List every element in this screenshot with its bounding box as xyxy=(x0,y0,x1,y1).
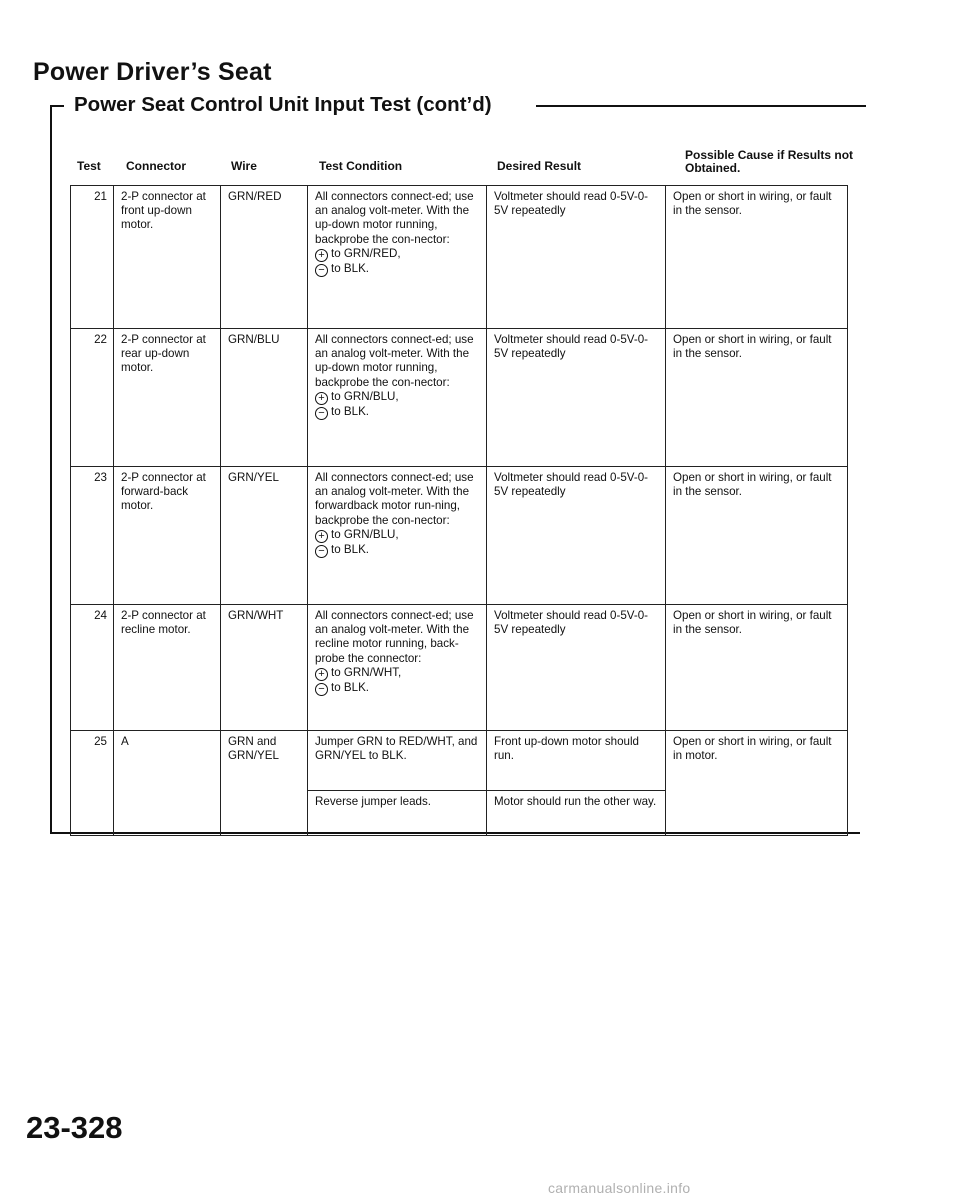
test-number: 21 xyxy=(71,186,114,329)
condition-cell xyxy=(308,467,487,605)
test-number: 24 xyxy=(71,605,114,731)
minus-circle-icon: − xyxy=(315,407,328,420)
plus-circle-icon: + xyxy=(315,668,328,681)
page-number: 23-328 xyxy=(26,1110,123,1145)
negative-probe-text: to BLK. xyxy=(331,261,370,275)
result-cell: Motor should run the other way. xyxy=(487,791,666,836)
condition-cell xyxy=(308,605,487,731)
header-desired-result: Desired Result xyxy=(497,159,582,173)
condition-text: All connectors connect-ed; use an analog volt-meter. With the recline motor running, back-probe the connector: xyxy=(315,609,474,665)
connector-cell: 2-P connector at recline motor. xyxy=(114,605,221,731)
negative-probe-text: to BLK. xyxy=(331,404,370,418)
plus-circle-icon: + xyxy=(315,392,328,405)
minus-circle-icon: − xyxy=(315,545,328,558)
table-row xyxy=(71,731,848,791)
connector-cell: 2-P connector at rear up-down motor. xyxy=(114,329,221,467)
wire-cell: GRN/RED xyxy=(221,186,308,329)
result-cell: Front up-down motor should run. xyxy=(487,731,666,791)
cause-cell: Open or short in wiring, or fault in the sensor. xyxy=(666,605,848,731)
connector-cell: 2-P connector at forward-back motor. xyxy=(114,467,221,605)
negative-probe xyxy=(315,543,480,558)
condition-text: All connectors connect-ed; use an analog volt-meter. With the forwardback motor run-ning, backprobe the con-nector: xyxy=(315,471,474,527)
result-cell: Voltmeter should read 0-5V-0-5V repeatedly xyxy=(487,186,666,329)
table-row xyxy=(71,329,848,467)
positive-probe-text: to GRN/WHT, xyxy=(331,665,402,679)
cause-cell: Open or short in wiring, or fault in motor. xyxy=(666,731,848,836)
watermark: carmanualsonline.info xyxy=(548,1180,691,1196)
section-rule-right xyxy=(536,105,866,107)
positive-probe-text: to GRN/BLU, xyxy=(331,389,399,403)
positive-probe xyxy=(315,666,480,681)
cause-cell: Open or short in wiring, or fault in the sensor. xyxy=(666,329,848,467)
positive-probe xyxy=(315,390,480,405)
cause-cell: Open or short in wiring, or fault in the sensor. xyxy=(666,186,848,329)
section-rule-left xyxy=(50,105,64,107)
test-number: 25 xyxy=(71,731,114,836)
negative-probe xyxy=(315,681,480,696)
wire-cell: GRN/BLU xyxy=(221,329,308,467)
table-row xyxy=(71,186,848,329)
condition-cell xyxy=(308,329,487,467)
positive-probe xyxy=(315,528,480,543)
cause-cell: Open or short in wiring, or fault in the sensor. xyxy=(666,467,848,605)
header-test-condition: Test Condition xyxy=(319,159,403,173)
test-number: 22 xyxy=(71,329,114,467)
table-row xyxy=(71,467,848,605)
condition-cell xyxy=(308,186,487,329)
header-possible-cause: Possible Cause if Results not Obtained. xyxy=(685,148,854,175)
table-row xyxy=(71,605,848,731)
section-frame-left xyxy=(50,105,52,832)
condition-cell: Reverse jumper leads. xyxy=(308,791,487,836)
result-cell: Voltmeter should read 0-5V-0-5V repeatedly xyxy=(487,605,666,731)
header-connector: Connector xyxy=(126,159,186,173)
test-table xyxy=(70,185,848,836)
result-cell: Voltmeter should read 0-5V-0-5V repeatedly xyxy=(487,467,666,605)
minus-circle-icon: − xyxy=(315,683,328,696)
result-cell: Voltmeter should read 0-5V-0-5V repeatedly xyxy=(487,329,666,467)
negative-probe xyxy=(315,405,480,420)
plus-circle-icon: + xyxy=(315,530,328,543)
wire-cell: GRN and GRN/YEL xyxy=(221,731,308,836)
condition-cell: Jumper GRN to RED/WHT, and GRN/YEL to BLK. xyxy=(308,731,487,791)
positive-probe xyxy=(315,247,480,262)
wire-cell: GRN/WHT xyxy=(221,605,308,731)
section-subtitle: Power Seat Control Unit Input Test (cont’d) xyxy=(74,93,492,116)
test-number: 23 xyxy=(71,467,114,605)
negative-probe-text: to BLK. xyxy=(331,680,370,694)
header-test: Test xyxy=(77,159,101,173)
negative-probe xyxy=(315,262,480,277)
condition-text: All connectors connect-ed; use an analog volt-meter. With the up-down motor running, backprobe the con-nector: xyxy=(315,333,474,389)
page-title: Power Driver’s Seat xyxy=(33,58,272,86)
negative-probe-text: to BLK. xyxy=(331,542,370,556)
plus-circle-icon: + xyxy=(315,249,328,262)
positive-probe-text: to GRN/BLU, xyxy=(331,527,399,541)
minus-circle-icon: − xyxy=(315,264,328,277)
wire-cell: GRN/YEL xyxy=(221,467,308,605)
connector-cell: A xyxy=(114,731,221,836)
positive-probe-text: to GRN/RED, xyxy=(331,246,401,260)
condition-text: All connectors connect-ed; use an analog volt-meter. With the up-down motor running, backprobe the con-nector: xyxy=(315,190,474,246)
header-wire: Wire xyxy=(231,159,257,173)
connector-cell: 2-P connector at front up-down motor. xyxy=(114,186,221,329)
